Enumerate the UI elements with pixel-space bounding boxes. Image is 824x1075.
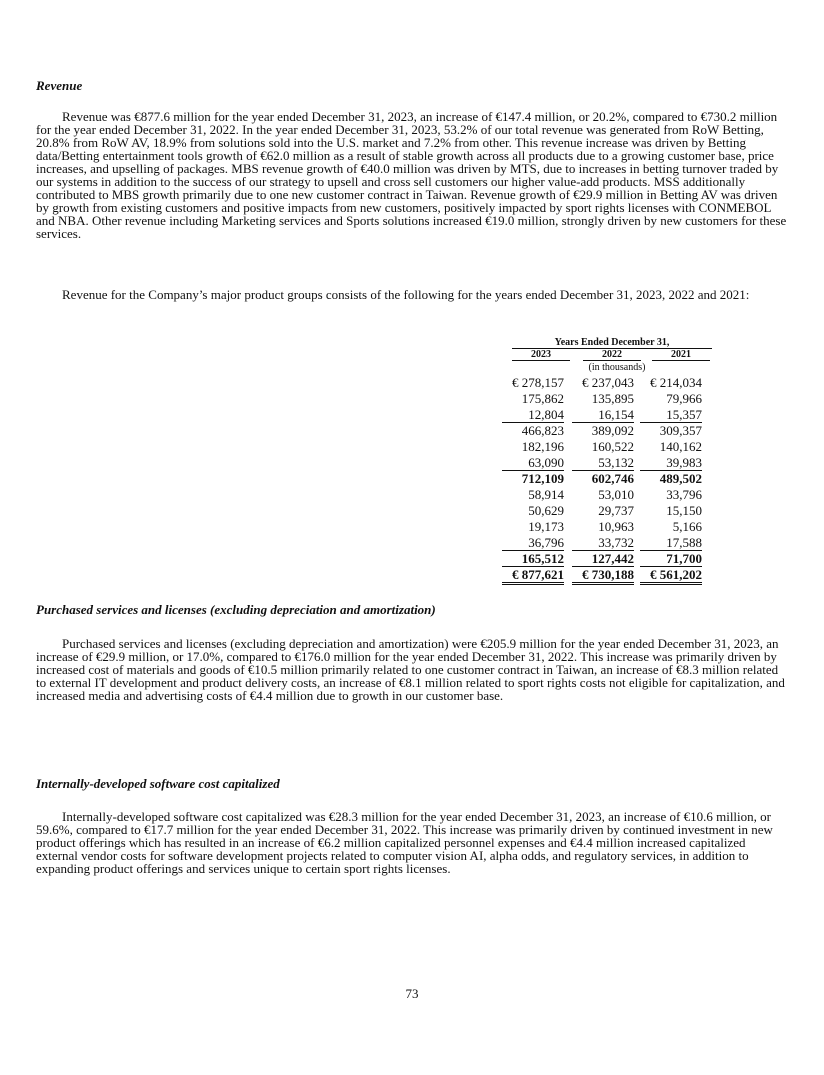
row-value-2023: 58,914 xyxy=(528,487,564,502)
row-value-2021: 309,357 xyxy=(659,423,702,438)
row-value-2022: 160,522 xyxy=(591,439,634,454)
internally-developed-paragraph: Internally-developed software cost capitalized was €28.3 million for the year ended December 31, 2023, an increase of €10.6 million, or 59.6%, compared to €17.7 million for the year ended December 31, 2022. This increase was primarily driven by continued investment in new product offerings which has resulted in an increase of €6.2 million capitalized personnel expenses and €4.4 million increased capitalized external vendor costs for software development projects related to computer vision AI, alpha odds, and regulatory services, in addition to expanding product offerings and services unique to certain sport rights licenses. xyxy=(36,809,773,876)
internally-developed-heading: Internally-developed software cost capitalized xyxy=(36,776,280,791)
column-header-2023: 2023 xyxy=(531,349,551,360)
purchased-services-paragraph: Purchased services and licenses (excluding depreciation and amortization) were €205.9 million for the year ended December 31, 2023, an increase of €29.9 million, or 17.0%, compared to €176.0 million for the year ended December 31, 2022. This increase was primarily driven by increased cost of materials and goods of €10.5 million primarily related to one customer contract in Taiwan, an increase of €8.3 million related to external IT development and product delivery costs, an increase of €8.1 million related to sport rights costs not eligible for capitalization, and increased media and advertising costs of €4.4 million due to growth in our customer base. xyxy=(36,636,785,703)
row-value-2023: 712,109 xyxy=(521,471,564,486)
column-rule xyxy=(652,360,710,361)
row-value-2021: € 561,202 xyxy=(640,567,702,585)
table-row xyxy=(36,487,788,502)
row-value-2021: 71,700 xyxy=(640,551,702,567)
row-value-2022: 127,442 xyxy=(572,551,634,567)
row-value-2022: 602,746 xyxy=(591,471,634,486)
table-title: Years Ended December 31, xyxy=(554,337,670,348)
column-rule xyxy=(512,360,570,361)
row-value-2023: 36,796 xyxy=(502,535,564,551)
table-row xyxy=(36,567,788,582)
table-row xyxy=(36,503,788,518)
row-value-2021: 489,502 xyxy=(659,471,702,486)
table-row xyxy=(36,439,788,454)
table-units-note: (in thousands) xyxy=(588,362,646,373)
row-value-2023: 175,862 xyxy=(521,391,564,406)
row-value-2023: 12,804 xyxy=(502,407,564,423)
row-value-2022: 16,154 xyxy=(572,407,634,423)
row-value-2022: 135,895 xyxy=(591,391,634,406)
table-row xyxy=(36,471,788,486)
table-row xyxy=(36,391,788,406)
row-value-2021: 39,983 xyxy=(640,455,702,471)
row-value-2021: 15,150 xyxy=(666,503,702,518)
row-value-2021: 15,357 xyxy=(640,407,702,423)
row-value-2023: 63,090 xyxy=(502,455,564,471)
revenue-paragraph: Revenue was €877.6 million for the year ended December 31, 2023, an increase of €147.4 million, or 20.2%, compared to €730.2 million for the year ended December 31, 2022. In the year ended December 31, 2023, 53.2% of our total revenue was generated from RoW Betting, 20.8% from RoW AV, 18.9% from solutions sold into the U.S. market and 7.2% from other. This revenue increase was driven by Betting data/Betting entertainment tools growth of €62.0 million as a result of stable growth across all products due to a growing customer base, price increases, and upselling of packages. MBS revenue growth of €40.0 million was driven by MTS, due to increases in betting turnover traded by our systems in addition to the success of our strategy to upsell and cross sell customers our higher value-add products. MSS additionally contributed to MBS growth primarily due to one new customer contract in Taiwan. Revenue growth of €29.9 million in Betting AV was driven by growth from existing customers and positive impacts from new customers, positively impacted by sport rights licenses with CONMEBOL and NBA. Other revenue including Marketing services and Sports solutions increased €19.0 million, strongly driven by new customers for these services. xyxy=(36,109,787,241)
column-rule xyxy=(583,360,641,361)
row-value-2023: 19,173 xyxy=(528,519,564,534)
row-value-2023: 182,196 xyxy=(521,439,564,454)
table-row xyxy=(36,407,788,422)
column-header-2022: 2022 xyxy=(602,349,622,360)
row-value-2022: 29,737 xyxy=(598,503,634,518)
table-row xyxy=(36,535,788,550)
row-value-2023: € 877,621 xyxy=(502,567,564,585)
row-value-2022: 53,010 xyxy=(598,487,634,502)
row-value-2022: € 237,043 xyxy=(582,375,634,390)
row-value-2023: 466,823 xyxy=(521,423,564,438)
row-value-2021: 79,966 xyxy=(666,391,702,406)
revenue-heading: Revenue xyxy=(36,78,83,93)
revenue-intro-paragraph: Revenue for the Company’s major product groups consists of the following for the years ended December 31, 2023, 2022 and 2021: xyxy=(62,287,750,302)
row-value-2021: € 214,034 xyxy=(650,375,702,390)
column-header-2021: 2021 xyxy=(671,349,691,360)
row-value-2023: 50,629 xyxy=(528,503,564,518)
table-row xyxy=(36,423,788,438)
row-value-2022: € 730,188 xyxy=(572,567,634,585)
table-row xyxy=(36,455,788,470)
row-value-2021: 140,162 xyxy=(659,439,702,454)
row-value-2021: 5,166 xyxy=(672,519,702,534)
table-row xyxy=(36,551,788,566)
row-value-2022: 10,963 xyxy=(598,519,634,534)
table-row xyxy=(36,375,788,390)
table-row xyxy=(36,519,788,534)
row-value-2021: 33,796 xyxy=(666,487,702,502)
row-value-2022: 33,732 xyxy=(572,535,634,551)
row-value-2022: 53,132 xyxy=(572,455,634,471)
row-value-2023: € 278,157 xyxy=(512,375,564,390)
row-value-2022: 389,092 xyxy=(591,423,634,438)
purchased-services-heading: Purchased services and licenses (excluding depreciation and amortization) xyxy=(36,602,436,617)
row-value-2023: 165,512 xyxy=(502,551,564,567)
page-number: 73 xyxy=(405,986,419,1001)
row-value-2021: 17,588 xyxy=(640,535,702,551)
